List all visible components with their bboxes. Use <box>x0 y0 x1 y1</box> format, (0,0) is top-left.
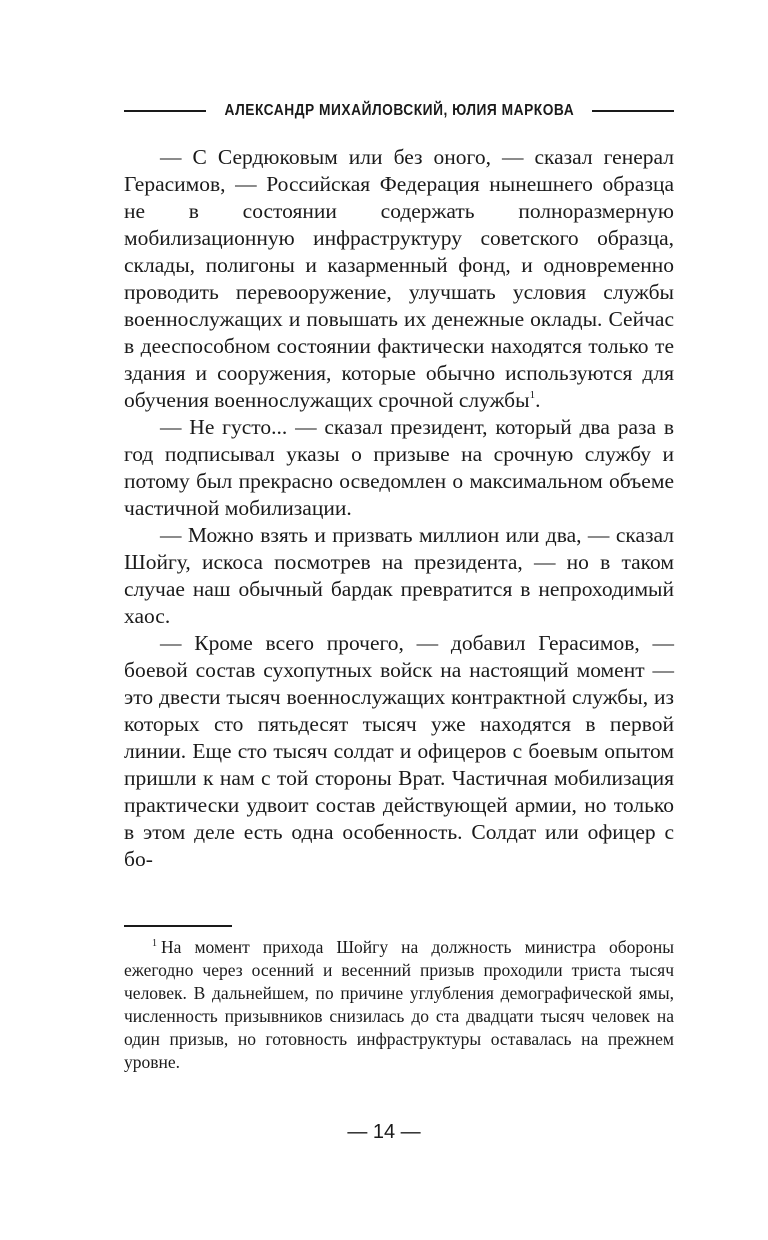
footnote-separator <box>124 925 232 927</box>
footnote-marker: 1 <box>152 938 157 949</box>
paragraph <box>124 144 674 414</box>
paragraph: — Не густо... — сказал президент, который два раза в год подписывал указы о призыве на срочную службу и потому был прекрасно осведомлен о максимальном объеме частичной мобилизации. <box>124 415 674 520</box>
footnote-text: На момент прихода Шойгу на должность министра обороны ежегодно через осенний и весенний призыв проходили триста тысяч человек. В дальнейшем, по причине углубления демографической ямы, численность призывников снизилась до ста двадцати тысяч человек на один призыв, но готовность инфраструктуры оставалась на прежнем уровне. <box>124 937 674 1072</box>
paragraph-end-punctuation: . <box>535 388 541 412</box>
running-head-right-rule <box>592 110 674 112</box>
paragraph-text: — С Сердюковым или без оного, — сказал генерал Герасимов, — Российская Федерация нынешнего образца не в состоянии содержать полноразмерную мобилизационную инфраструктуру советского образца, склады, полигоны и казарменный фонд, и одновременно проводить перевооружение, улучшать условия службы военнослужащих и повышать их денежные оклады. Сейчас в дееспособном состоянии фактически находятся только те здания и сооружения, которые обычно используются для обучения военнослужащих срочной службы <box>124 145 674 412</box>
paragraph: — Можно взять и призвать миллион или два, — сказал Шойгу, искоса посмотрев на президента, — но в таком случае наш обычный бардак превратится в непроходимый хаос. <box>124 523 674 628</box>
footnote-reference: 1 <box>529 389 536 401</box>
page-number: — 14 — <box>347 1121 421 1143</box>
running-title: АЛЕКСАНДР МИХАЙЛОВСКИЙ, ЮЛИЯ МАРКОВА <box>224 102 574 119</box>
footnote <box>124 936 674 1074</box>
paragraph: — Кроме всего прочего, — добавил Герасимов, — боевой состав сухопутных войск на настоящий момент — это двести тысяч военнослужащих контрактной службы, из которых сто пятьдесят тысяч уже находятся в первой линии. Еще сто тысяч солдат и офицеров с боевым опытом пришли к нам с той стороны Врат. Частичная мобилизация практически удвоит состав действующей армии, но только в этом деле есть одна особенность. Солдат или офицер с бо- <box>124 631 674 871</box>
body-text <box>124 144 674 873</box>
running-head-left-rule <box>124 110 206 112</box>
running-head <box>124 98 674 124</box>
